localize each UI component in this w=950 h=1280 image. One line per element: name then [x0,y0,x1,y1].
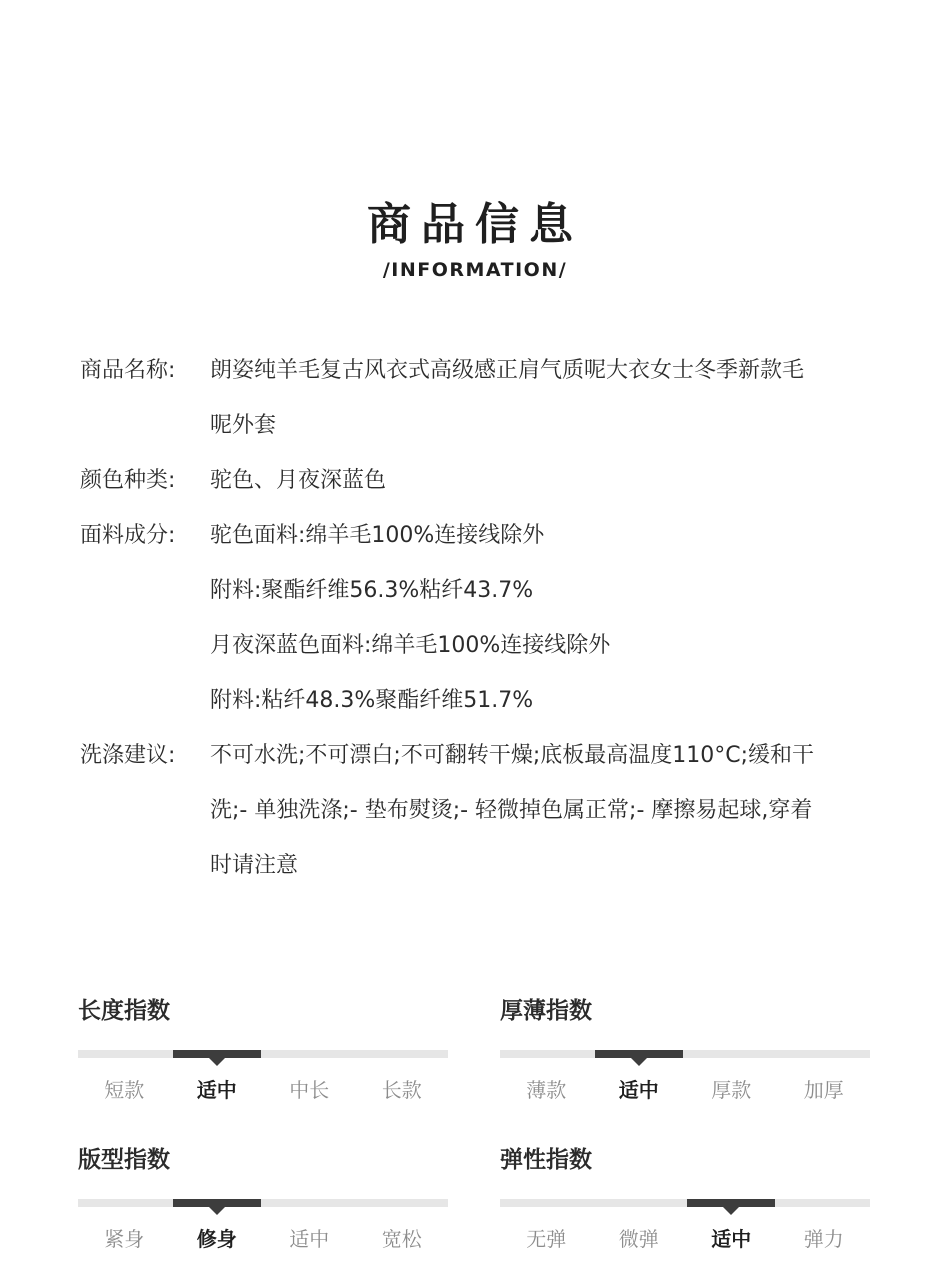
index-title: 长度指数 [78,998,170,1024]
index-marker [687,1199,775,1207]
product-info [80,343,880,893]
index-option: 短款 [104,1078,145,1102]
index-option: 中长 [289,1078,330,1102]
wash-label: 洗涤建议: [80,743,176,768]
length-index [78,995,450,1102]
index-option: 适中 [289,1227,330,1251]
fabric-line: 驼色面料:绵羊毛100%连接线除外 [210,523,545,548]
index-options [78,1223,448,1252]
index-option: 弹力 [803,1227,844,1251]
info-row-fabric [80,508,880,728]
index-option: 厚款 [711,1078,752,1102]
index-title: 版型指数 [78,1147,170,1173]
index-option: 微弹 [618,1227,659,1251]
index-option: 无弹 [526,1227,567,1251]
page-title: 商品信息 [367,199,583,250]
name-label: 商品名称: [80,358,176,383]
index-marker [595,1050,683,1058]
wash-line: 不可水洗;不可漂白;不可翻转干燥;底板最高温度110°C;缓和干 [210,743,815,768]
index-title: 弹性指数 [500,1147,592,1173]
info-row-color [80,453,880,508]
index-option: 长款 [381,1078,422,1102]
page-subtitle: /INFORMATION/ [382,259,568,281]
index-bar [500,1199,870,1207]
index-option: 适中 [711,1227,752,1251]
thickness-index [500,995,872,1102]
wash-line: 洗;- 单独洗涤;- 垫布熨烫;- 轻微掉色属正常;- 摩擦易起球,穿着 [210,798,813,823]
index-option: 适中 [196,1078,237,1102]
fit-index [78,1144,450,1251]
index-options [78,1074,448,1103]
wash-line: 时请注意 [210,853,299,878]
name-line: 朗姿纯羊毛复古风衣式高级感正肩气质呢大衣女士冬季新款毛 [210,358,805,383]
index-option: 适中 [618,1078,659,1102]
info-row-name [80,343,880,453]
index-options [500,1074,870,1103]
color-line: 驼色、月夜深蓝色 [210,468,387,493]
fabric-line: 附料:粘纤48.3%聚酯纤维51.7% [210,688,534,713]
color-label: 颜色种类: [80,468,176,493]
info-row-wash [80,728,880,893]
index-marker [173,1199,261,1207]
index-marker [173,1050,261,1058]
index-option: 薄款 [526,1078,567,1102]
elasticity-index [500,1144,872,1251]
name-line: 呢外套 [210,413,277,438]
index-option: 紧身 [104,1227,145,1251]
fabric-line: 月夜深蓝色面料:绵羊毛100%连接线除外 [210,633,611,658]
index-title: 厚薄指数 [500,998,592,1024]
fabric-line: 附料:聚酯纤维56.3%粘纤43.7% [210,578,534,603]
index-option: 修身 [196,1227,237,1251]
name-value [210,343,880,453]
fabric-label: 面料成分: [80,523,176,548]
index-bar [78,1199,448,1207]
wash-value [210,728,880,893]
index-bar [500,1050,870,1058]
index-option: 宽松 [381,1227,422,1251]
fabric-value [210,508,880,728]
index-bar [78,1050,448,1058]
index-option: 加厚 [803,1078,844,1102]
color-value [210,453,880,508]
index-options [500,1223,870,1252]
